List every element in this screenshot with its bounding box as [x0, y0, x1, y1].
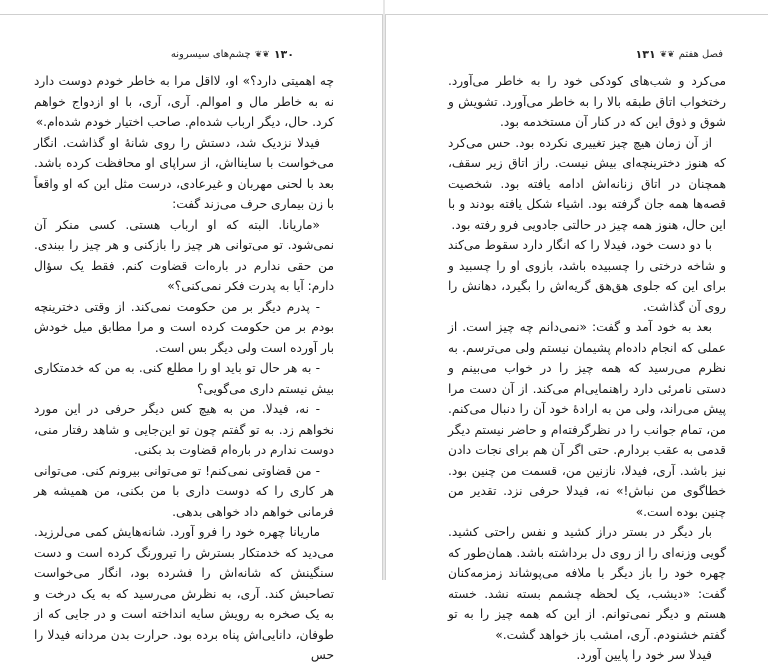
paragraph: - نه، فیدلا. من به هیچ کس دیگر حرفی در این مورد نخواهم زد. به تو گفتم چون تو این‌جایی و شاهد رفتار منی، دوست ندارم در باره‌ام قضاوت بد بکنی. — [34, 402, 334, 457]
running-title: فصل هفتم — [678, 49, 723, 60]
paragraph: - پدرم دیگر بر من حکومت نمی‌کند. از وقتی دخترینچه بودم بر من حکومت کرده است و مرا مطابق میل خودش بار آورده است ولی دیگر بس است. — [34, 299, 334, 355]
right-page-header — [636, 48, 723, 61]
running-title: چشم‌های سیسرونه — [170, 49, 251, 60]
left-page — [0, 14, 383, 662]
paragraph: بار دیگر در بستر دراز کشید و نفس راحتی کشید. گویی وزنه‌ای را از روی دل برداشته باشد. همان‌طور که چهره خود را باز دیگر با ملافه می‌پوشاند زمزمه‌کنان گفت: «دیشب، یک لحظه چشمم بسته نشد. خسته هستم و دیگر نمی‌توانم. از این که همه چیز را به تو گفتم خشنودم. آری، امشب باز خواهد گشت.» — [448, 525, 726, 642]
paragraph: بعد به خود آمد و گفت: «نمی‌دانم چه چیز است. از عملی که انجام داده‌ام پشیمان نیستم ولی می‌ترسم. به نظرم می‌رسید که همه چیز را در خواب می‌بینم و دستی نامرئی دارد راهنمایی‌ام می‌کند. از آن دست مرا پیش می‌راند، ولی من به اراده‌ٔ خود آن را دنبال می‌کنم. من، تمام جوانب را در نظرگرفته‌ام و حاضر نیستم دیگر قدمی به عقب بردارم. حتی اگر آن هم برای نجات دادن نیز باشد. آری، فیدلا، نازنین من، قسمت من چنین بود. خطاگوی من نباش!» نه، فیدلا حرفی نزد. تقدیر من چنین بوده است.» — [448, 320, 726, 519]
left-page-body — [34, 71, 334, 662]
paragraph: فیدلا سر خود را پایین آورد. — [576, 648, 712, 662]
paragraph: - من قضاوتی نمی‌کنم! تو می‌توانی بیرونم کنی. می‌توانی هر کاری را که دوست داری با من بکنی، من همیشه هر فرمانی خواهم داد خواهی بدهی. — [34, 463, 334, 519]
paragraph: می‌کرد و شب‌های کودکی خود را به خاطر می‌آورد. رختخواب اتاق طبقه بالا را به خاطر می‌آورد. تشویش و شوق و ذوق این که در کنار آن مستخدمه بود. — [448, 74, 726, 129]
paragraph: از آن زمان هیچ چیز تغییری نکرده بود. حس می‌کرد که هنوز دخترینچه‌ای بیش نیست. راز اتاق زیر سقف، همچنان در اتاق زنانه‌اش ادامه یافته بود. شخصیت قصه‌ها همه جان گرفته بود. اشیاء شکل یافته بودند و با این حال، هنوز همه چیز در حالتی جادویی فرو رفته بود. — [448, 135, 726, 232]
left-page-header — [171, 48, 294, 61]
paragraph: چه اهمیتی دارد؟» او، لااقل مرا به خاطر خودم دوست دارد نه به خاطر مال و اموالم. آری، آری، با او ازدواج خواهم کرد. حال، دیگر ارباب شده‌ام. صاحب اختیار خودم شده‌ام.» — [34, 74, 334, 129]
paragraph: فیدلا نزدیک شد، دستش را روی شانهٔ او گذاشت. انگار می‌خواست با ساینااش، از سراپای او محافظت کرده باشد. بعد با لحنی مهربان و غیرعادی، درست مثل این که او واقعاً با زن بیماری حرف می‌زند گفت: — [34, 135, 334, 211]
paragraph: - به هر حال تو باید او را مطلع کنی. به من که خدمتکاری بیش نیستم داری می‌گویی؟ — [34, 361, 334, 396]
ornament-icon: ❦❦ — [254, 49, 270, 60]
paragraph: ماریانا چهره خود را فرو آورد. شانه‌هایش کمی می‌لرزید. می‌دید که خدمتکار بسترش را تیرورنگ کرده است و دست سنگینش که شانه‌اش را فشرده بود، انگار می‌خواست تصاحبش کند. آری، به نظرش می‌رسید که به یک درخت و به یک صخره به رویش سایه انداخته است و در جایی که از طوفان، دانایی‌اش پناه برده بود. حرارت بدن مردانه فیدلا را حس — [34, 525, 334, 662]
paragraph: با دو دست خود، فیدلا را که انگار دارد سقوط می‌کند و شاخه درختی را چسبیده باشد، بازوی او را چسبید و برای این که جلوی هق‌هق گریه‌اش را بگیرد، دهانش را روی آن گذاشت. — [448, 238, 726, 314]
page-number: ۱۳۱ — [635, 48, 656, 61]
ornament-icon: ❦❦ — [659, 49, 675, 60]
page-number: ۱۳۰ — [273, 48, 294, 61]
right-page-body — [448, 71, 726, 662]
right-page — [385, 14, 768, 662]
paragraph: «ماریانا. البته که او ارباب هستی. کسی منکر آن نمی‌شود. تو می‌توانی هر چیز را بازکنی و هر چیز را ببندی. من حقی ندارم در باره‌ات قضاوت کنم. فقط یک سؤال دارم: آیا به پدرت فکر نمی‌کنی؟» — [34, 217, 334, 293]
